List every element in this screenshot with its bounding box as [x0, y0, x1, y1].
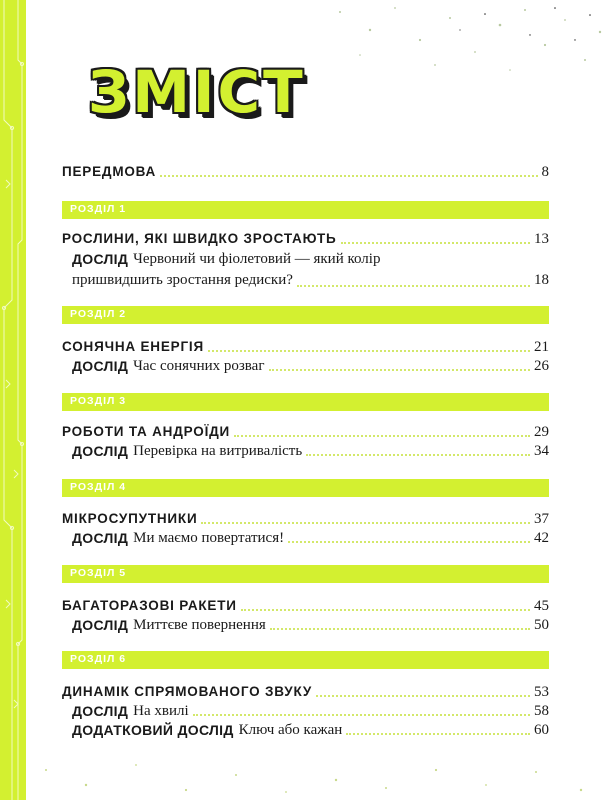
page-number: 8: [541, 164, 549, 180]
leader-dots: [341, 242, 530, 244]
section-bar-6: [62, 651, 549, 669]
chapter-heading: МІКРОСУПУТНИКИ: [62, 511, 198, 526]
section-label: РОЗДІЛ 5: [70, 567, 127, 579]
speckle-decoration-bottom: [26, 730, 609, 800]
page-number: 42: [534, 530, 549, 546]
chapter-heading: РОБОТИ ТА АНДРОЇДИ: [62, 424, 231, 439]
leader-dots: [270, 628, 530, 630]
toc-entry-experiment-5[interactable]: [72, 617, 549, 633]
speckle-decoration-top: [300, 0, 609, 80]
leader-dots: [288, 541, 530, 543]
experiment-label: ДОСЛІД: [72, 251, 129, 267]
page-number: 58: [534, 703, 549, 719]
leader-dots: [306, 454, 530, 456]
experiment-title: Ми маємо повертатися!: [133, 530, 285, 546]
leader-dots: [160, 175, 537, 177]
toc-entry-experiment-1[interactable]: [72, 249, 549, 291]
preface-label: ПЕРЕДМОВА: [62, 164, 157, 179]
experiment-title-line2: пришвидшить зростання редиски?: [72, 272, 293, 288]
page-number: 18: [534, 272, 549, 288]
experiment-title-line1: Червоний чи фіолетовий — який колір: [133, 251, 381, 267]
toc-entry-experiment-3[interactable]: [72, 443, 549, 459]
experiment-label: ДОСЛІД: [72, 703, 129, 719]
experiment-label: ДОСЛІД: [72, 530, 129, 546]
section-bar-3: [62, 393, 549, 411]
page-number: 50: [534, 617, 549, 633]
page-number: 13: [534, 231, 549, 247]
page-number: 26: [534, 358, 549, 374]
leader-dots: [269, 369, 531, 371]
toc-entry-chapter-4[interactable]: [62, 511, 549, 527]
toc-entry-chapter-1[interactable]: [62, 231, 549, 247]
section-label: РОЗДІЛ 4: [70, 481, 127, 493]
leader-dots: [241, 609, 530, 611]
experiment-label: ДОСЛІД: [72, 358, 129, 374]
page-number: 29: [534, 424, 549, 440]
chapter-heading: БАГАТОРАЗОВІ РАКЕТИ: [62, 598, 237, 613]
bonus-experiment-label: ДОДАТКОВИЙ ДОСЛІД: [72, 722, 234, 738]
chapter-heading: ДИНАМІК СПРЯМОВАНОГО ЗВУКУ: [62, 684, 313, 699]
leader-dots: [297, 285, 530, 287]
page-number: 60: [534, 722, 549, 738]
section-bar-4: [62, 479, 549, 497]
section-label: РОЗДІЛ 3: [70, 395, 127, 407]
leader-dots: [316, 695, 530, 697]
toc-entry-experiment-2[interactable]: [72, 358, 549, 374]
toc-entry-chapter-3[interactable]: [62, 424, 549, 440]
toc-entry-chapter-6[interactable]: [62, 684, 549, 700]
experiment-title: Час сонячних розваг: [133, 358, 265, 374]
leader-dots: [193, 714, 530, 716]
leader-dots: [234, 435, 530, 437]
page-number: 34: [534, 443, 549, 459]
section-label: РОЗДІЛ 6: [70, 653, 127, 665]
page-number: 37: [534, 511, 549, 527]
page-number: 21: [534, 339, 549, 355]
chapter-heading: СОНЯЧНА ЕНЕРГІЯ: [62, 339, 204, 354]
section-bar-2: [62, 306, 549, 324]
bonus-experiment-title: Ключ або кажан: [238, 722, 343, 738]
experiment-title: На хвилі: [133, 703, 189, 719]
section-label: РОЗДІЛ 2: [70, 308, 127, 320]
section-bar-1: [62, 201, 549, 219]
experiment-label: ДОСЛІД: [72, 443, 129, 459]
section-bar-5: [62, 565, 549, 583]
toc-entry-bonus-experiment[interactable]: [72, 722, 549, 738]
page-number: 53: [534, 684, 549, 700]
leader-dots: [201, 522, 530, 524]
page-number: 45: [534, 598, 549, 614]
experiment-title: Перевірка на витривалість: [133, 443, 303, 459]
page-title: ЗМІСТ: [88, 58, 306, 126]
section-label: РОЗДІЛ 1: [70, 203, 127, 215]
left-decorative-strip: [0, 0, 26, 800]
toc-entry-preface[interactable]: [62, 164, 549, 180]
toc-entry-chapter-2[interactable]: [62, 339, 549, 355]
circuit-pattern-icon: [0, 0, 26, 800]
chapter-heading: РОСЛИНИ, ЯКІ ШВИДКО ЗРОСТАЮТЬ: [62, 231, 337, 246]
leader-dots: [208, 350, 530, 352]
experiment-label: ДОСЛІД: [72, 617, 129, 633]
toc-entry-experiment-6[interactable]: [72, 703, 549, 719]
experiment-title: Миттєве повернення: [133, 617, 266, 633]
leader-dots: [346, 733, 530, 735]
toc-entry-chapter-5[interactable]: [62, 598, 549, 614]
toc-entry-experiment-4[interactable]: [72, 530, 549, 546]
